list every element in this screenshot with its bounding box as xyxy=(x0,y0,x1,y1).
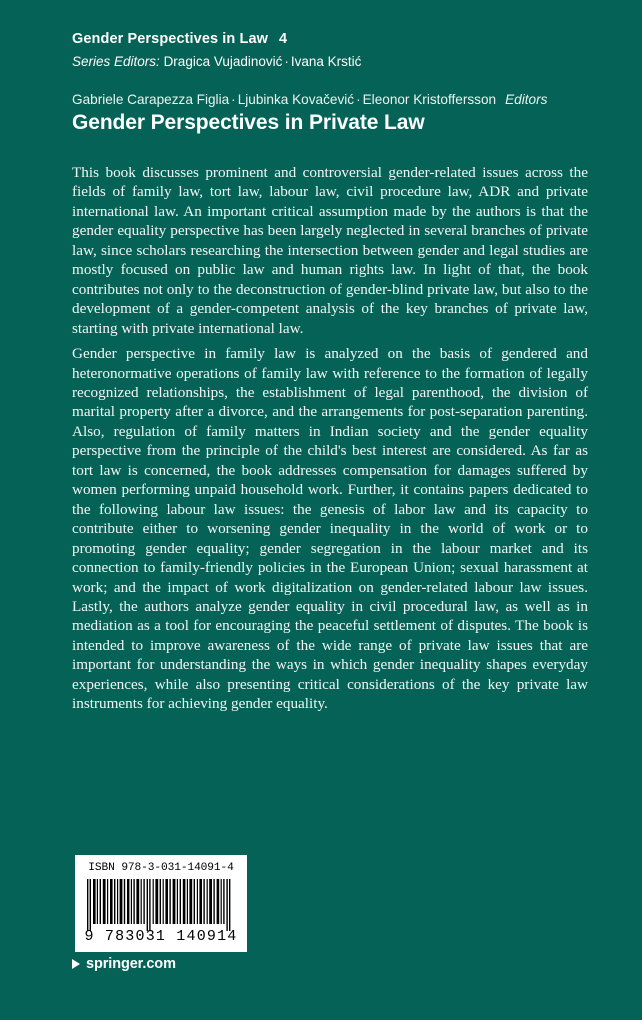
book-editor-2: Ljubinka Kovačević xyxy=(237,92,355,107)
triangle-right-icon xyxy=(72,959,80,969)
barcode-bars xyxy=(87,879,235,931)
series-editor-separator: · xyxy=(284,53,289,69)
book-editors-label: Editors xyxy=(505,92,548,107)
series-title-line xyxy=(72,30,592,49)
publisher-footer[interactable] xyxy=(72,956,176,972)
barcode-digits: 9 783031 140914 xyxy=(84,928,238,945)
series-editors-line xyxy=(72,53,592,71)
book-title: Gender Perspectives in Private Law xyxy=(72,111,425,134)
series-name: Gender Perspectives in Law xyxy=(72,31,269,47)
series-editor-2: Ivana Krstić xyxy=(290,53,362,69)
book-editor-3: Eleonor Kristoffersson xyxy=(362,92,497,107)
series-editors-label: Series Editors: xyxy=(72,53,160,69)
series-volume-number: 4 xyxy=(279,31,288,47)
description-paragraph-1: This book discusses prominent and controversial gender-related issues across the fields of family law, tort law, labour law, civil procedure law, ADR and private international law. An important critical assumption made by the authors is that the gender equality perspective has been largely neglected in several branches of private law, since scholars researching the intersection between gender and legal studies are mostly focused on public law and human rights law. In light of that, the book contributes not only to the deconstruction of gender-blind private law, but also to the development of a gender-competent analysis of the key branches of private law, starting with private international law. xyxy=(72,164,588,337)
book-editor-1: Gabriele Carapezza Figlia xyxy=(72,92,230,107)
description-paragraph-2: Gender perspective in family law is analyzed on the basis of gendered and heteronormative operations of family law with reference to the formation of legally recognized relationships, the establishment of legal parenthood, the division of marital property after a divorce, and the arrangements for post-separation parenting. Also, regulation of family matters in Indian society and the gender equality perspective from the principle of the child's best interest are considered. As far as tort law is concerned, the book addresses compensation for damages suffered by women performing unpaid household work. Further, it contains papers dedicated to the following labour law issues: the genesis of labor law and its capacity to contribute either to worsening gender inequality in the world of work or to promoting gender equality; gender segregation in the labour market and its connection to family-friendly policies in the European Union; sexual harassment at work; and the impact of work digitalization on gender-related labour law issues. Lastly, the authors analyze gender equality in civil procedural law, as well as in mediation as a tool for encouraging the peaceful settlement of disputes. The book is intended to improve awareness of the wide range of private law issues that are important for understanding the ways in which gender inequality shapes everyday experiences, while also presenting critical considerations of the key private law instruments for achieving gender equality. xyxy=(72,345,588,713)
book-editor-separator-1: · xyxy=(231,92,236,107)
book-editors-line xyxy=(72,91,612,109)
book-editor-separator-2: · xyxy=(356,92,361,107)
series-editor-1: Dragica Vujadinović xyxy=(163,53,283,69)
isbn-text: ISBN 978-3-031-14091-4 xyxy=(88,862,234,874)
publisher-website[interactable]: springer.com xyxy=(86,956,176,972)
isbn-barcode-panel xyxy=(75,855,247,952)
book-description xyxy=(72,163,588,714)
series-header xyxy=(72,30,592,71)
